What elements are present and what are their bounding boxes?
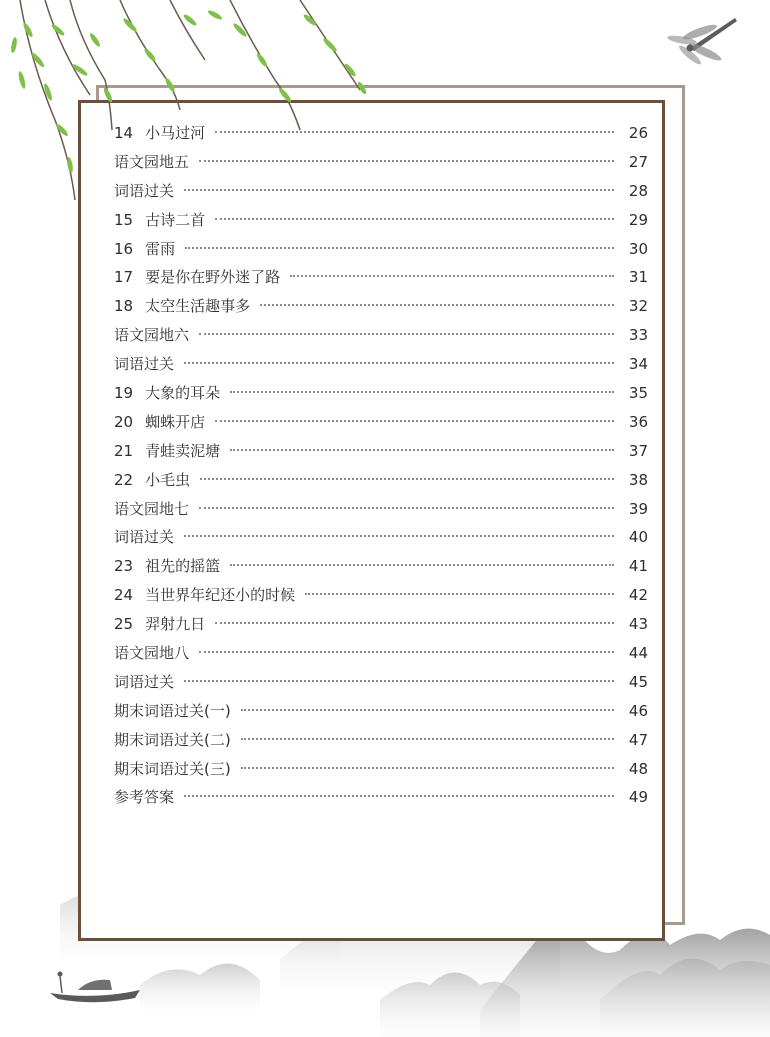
- entry-page-number: 26: [628, 124, 648, 142]
- entry-number: 20: [114, 412, 134, 431]
- entry-number: 25: [114, 615, 134, 634]
- dot-leader: [215, 218, 614, 220]
- entry-title: 大象的耳朵: [145, 384, 221, 403]
- toc-entry[interactable]: [114, 151, 648, 180]
- toc-entry[interactable]: [114, 266, 648, 295]
- entry-page-number: 41: [628, 557, 648, 576]
- dot-leader: [184, 535, 614, 537]
- entry-title: 参考答案: [114, 788, 175, 807]
- entry-title: 语文园地八: [114, 644, 190, 663]
- dot-leader: [241, 709, 614, 711]
- toc-entry[interactable]: [114, 584, 648, 613]
- dot-leader: [215, 131, 614, 133]
- entry-title: 雷雨: [145, 239, 176, 258]
- dot-leader: [230, 449, 614, 451]
- entry-number: 22: [114, 470, 134, 489]
- dot-leader: [200, 478, 614, 480]
- entry-title: 词语过关: [114, 672, 175, 691]
- toc-entry[interactable]: [114, 729, 648, 758]
- entry-page-number: 46: [628, 701, 648, 720]
- dot-leader: [185, 247, 614, 249]
- toc-entry[interactable]: [114, 353, 648, 382]
- dot-leader: [184, 795, 614, 797]
- dot-leader: [184, 189, 614, 191]
- entry-page-number: 44: [628, 644, 648, 663]
- entry-number: 24: [114, 586, 134, 605]
- entry-title: 要是你在野外迷了路: [145, 268, 281, 287]
- toc-entry[interactable]: [114, 671, 648, 700]
- entry-page-number: 27: [628, 152, 648, 171]
- toc-entry[interactable]: [114, 786, 648, 815]
- dot-leader: [215, 622, 614, 624]
- toc-entry[interactable]: [114, 295, 648, 324]
- entry-title: 语文园地七: [114, 499, 190, 518]
- entry-page-number: 29: [628, 210, 648, 229]
- toc-entry[interactable]: [114, 411, 648, 440]
- entry-title: 当世界年纪还小的时候: [145, 586, 296, 605]
- entry-page-number: 30: [628, 239, 648, 258]
- entry-number: 23: [114, 557, 134, 576]
- entry-title: 青蛙卖泥塘: [145, 441, 221, 460]
- entry-page-number: 40: [628, 528, 648, 547]
- toc-entry[interactable]: [114, 498, 648, 527]
- entry-page-number: 35: [628, 384, 648, 403]
- entry-title: 小马过河: [145, 124, 206, 142]
- entry-number: 17: [114, 268, 134, 287]
- entry-title: 期末词语过关(二): [114, 730, 231, 749]
- entry-page-number: 49: [628, 788, 648, 807]
- toc-entry[interactable]: [114, 469, 648, 498]
- entry-page-number: 43: [628, 615, 648, 634]
- entry-page-number: 37: [628, 441, 648, 460]
- dot-leader: [241, 738, 614, 740]
- toc-entry[interactable]: [114, 180, 648, 209]
- toc-entry[interactable]: [114, 700, 648, 729]
- entry-number: 18: [114, 297, 134, 316]
- dot-leader: [215, 420, 614, 422]
- entry-number: 19: [114, 384, 134, 403]
- toc-entry[interactable]: [114, 324, 648, 353]
- dot-leader: [184, 680, 614, 682]
- dot-leader: [305, 593, 614, 595]
- entry-page-number: 42: [628, 586, 648, 605]
- entry-page-number: 47: [628, 730, 648, 749]
- entry-title: 羿射九日: [145, 615, 206, 634]
- entry-page-number: 31: [628, 268, 648, 287]
- dot-leader: [184, 362, 614, 364]
- entry-number: 16: [114, 239, 134, 258]
- dot-leader: [241, 767, 614, 769]
- entry-title: 词语过关: [114, 181, 175, 200]
- entry-title: 小毛虫: [145, 470, 191, 489]
- dot-leader: [260, 304, 614, 306]
- toc-entry[interactable]: [114, 526, 648, 555]
- dot-leader: [230, 564, 614, 566]
- toc-entry[interactable]: [114, 209, 648, 238]
- entry-page-number: 34: [628, 355, 648, 374]
- entry-page-number: 28: [628, 181, 648, 200]
- entry-title: 期末词语过关(一): [114, 701, 231, 720]
- entry-number: 14: [114, 124, 134, 142]
- entry-page-number: 48: [628, 759, 648, 778]
- entry-title: 语文园地五: [114, 152, 190, 171]
- entry-title: 词语过关: [114, 355, 175, 374]
- entry-title: 太空生活趣事多: [145, 297, 251, 316]
- toc-entry[interactable]: [114, 642, 648, 671]
- entry-title: 语文园地六: [114, 326, 190, 345]
- dot-leader: [230, 391, 614, 393]
- entry-title: 古诗二首: [145, 210, 206, 229]
- toc-entry[interactable]: [114, 613, 648, 642]
- toc-entry[interactable]: [114, 440, 648, 469]
- dot-leader: [199, 507, 614, 509]
- dot-leader: [199, 160, 614, 162]
- entry-number: 15: [114, 210, 134, 229]
- entry-title: 祖先的摇篮: [145, 557, 221, 576]
- dot-leader: [199, 651, 614, 653]
- entry-title: 期末词语过关(三): [114, 759, 231, 778]
- entry-page-number: 33: [628, 326, 648, 345]
- entry-page-number: 38: [628, 470, 648, 489]
- toc-entry[interactable]: [114, 758, 648, 787]
- table-of-contents: [114, 122, 648, 815]
- entry-page-number: 36: [628, 412, 648, 431]
- dot-leader: [199, 333, 614, 335]
- entry-page-number: 39: [628, 499, 648, 518]
- entry-title: 蜘蛛开店: [145, 412, 206, 431]
- toc-entry[interactable]: [114, 382, 648, 411]
- toc-entry[interactable]: [114, 238, 648, 267]
- entry-number: 21: [114, 441, 134, 460]
- entry-page-number: 45: [628, 672, 648, 691]
- dot-leader: [290, 275, 614, 277]
- toc-entry[interactable]: [114, 555, 648, 584]
- entry-title: 词语过关: [114, 528, 175, 547]
- toc-entry[interactable]: [114, 122, 648, 151]
- entry-page-number: 32: [628, 297, 648, 316]
